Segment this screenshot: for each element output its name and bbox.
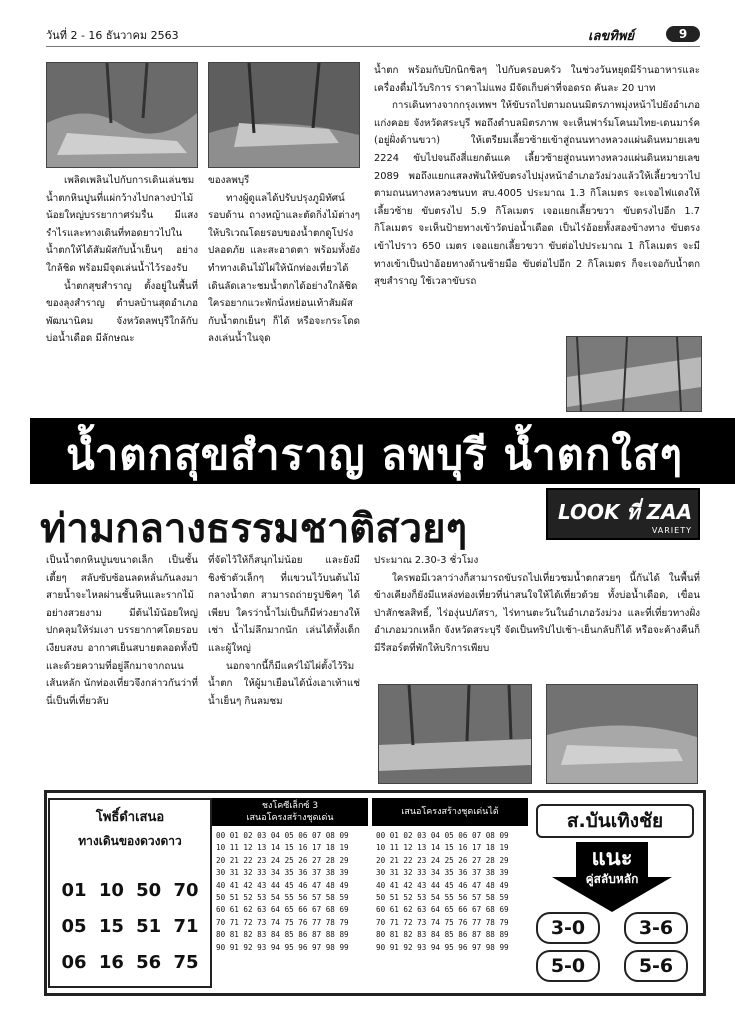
grid-body bbox=[212, 826, 368, 958]
paragraph: นอกจากนี้ก็มีแคร่ไม้ไผ่ตั้งไว้ริมน้ำตก ให้ผู้มาเยือนได้นั่งเอาเท้าแช่น้ำเย็นๆ กินลมชม bbox=[208, 660, 360, 707]
column-logo bbox=[546, 488, 700, 540]
paragraph: ใครพอมีเวลาว่างก็สามารถขับรถไปเที่ยวชมน้ำตกสวยๆ นี้กันได้ ในพื้นที่ข้างเคียงก็ยังมีแหล่งท่องเที่ยวที่น่าสนใจให้ได้เที่ยวด้วย ทั้งบ่อน้ำเดือด, เขื่อนป่าสักชลสิทธิ์, ไร่องุ่นปภัสรา, ไร่ทานตะวันในอำเภอวังม่วง และที่เที่ยวทางฝั่งอำเภอมวกเหล็ก จังหวัดสระบุรี จัดเป็นทริปไปเช้า-เย็นกลับก็ได้ หรือจะค้างคืนก็มีรีสอร์ตที่พักให้บริการเพียบ bbox=[374, 572, 700, 654]
grid-row: 30 31 32 33 34 35 36 37 38 39 bbox=[216, 868, 349, 878]
headline-banner-2 bbox=[30, 492, 560, 550]
number-pair: 5-0 bbox=[536, 950, 600, 982]
box-a-title: โพธิ์ดำเสนอ bbox=[95, 810, 165, 825]
lottery-box-pho-dam bbox=[48, 798, 212, 988]
paragraph: ที่จัดไว้ให้ก็สนุกไม่น้อย และยังมีชิงช้าตัวเล็กๆ ที่แขวนไว้บนต้นไม้กลางน้ำตก สามารถถ่ายรูปชิคๆ ได้เพียบ ใครว่าน้ำไม่เป็นก็มีห่วงยางให้เช่า น้ำไม่ลึกมากนัก เล่นได้ทั้งเด็กและผู้ใหญ่ bbox=[208, 555, 360, 654]
headline-line-2: ท่ามกลางธรรมชาติสวยๆ bbox=[40, 506, 468, 552]
grid-row: 60 61 62 63 64 65 66 67 68 69 bbox=[376, 905, 509, 915]
paragraph: น้ำตกสุขสำราญ ตั้งอยู่ในพื้นที่ของลุงสำราญ ตำบลบ้านสุดอำเภอพัฒนานิคม จังหวัดลพบุรีใกล้กับบ่อน้ำเดือด มีลักษณะ bbox=[46, 280, 198, 345]
paragraph: น้ำตก พร้อมกับปิกนิกชิลๆ ไปกับครอบครัว ในช่วงวันหยุดมีร้านอาหารและเครื่องดื่มไว้บริการ ราคาไม่แพง มีจัดเก็บค่าที่จอดรถ คันละ 20 บาท bbox=[374, 65, 700, 94]
grid-row: 40 41 42 43 44 45 46 47 48 49 bbox=[376, 880, 509, 890]
number-pair: 5-6 bbox=[624, 950, 688, 982]
grid-row: 20 21 22 23 24 25 26 27 28 29 bbox=[376, 855, 509, 865]
number-pair: 3-0 bbox=[536, 912, 600, 944]
number-row: 05 15 51 71 bbox=[61, 916, 199, 937]
logo-subtext: VARIETY bbox=[651, 526, 692, 535]
logo-text: LOOK ที่ ZAA bbox=[558, 500, 693, 524]
publication-name: เลขทิพย์ bbox=[588, 29, 635, 44]
bamboo-walkway-photo bbox=[566, 336, 702, 412]
arrow-sublabel: คู่สลับหลัก bbox=[585, 872, 639, 886]
article-column-5 bbox=[208, 552, 360, 710]
grid-row: 80 81 82 83 84 85 86 87 88 89 bbox=[216, 930, 349, 940]
grid-header: เสนอโครงสร้างชุดเด่นได้ bbox=[372, 798, 528, 826]
number-pair: 3-6 bbox=[624, 912, 688, 944]
grid-row: 70 71 72 73 74 75 76 77 78 79 bbox=[216, 917, 349, 927]
article-column-4 bbox=[46, 552, 198, 710]
number-row: 06 16 56 75 bbox=[61, 952, 199, 973]
article-column-3 bbox=[374, 62, 700, 291]
grid-subtitle: เสนอโครงสร้างชุดเด่น bbox=[246, 813, 334, 823]
grid-row: 50 51 52 53 54 55 56 57 58 59 bbox=[376, 893, 509, 903]
grid-row: 20 21 22 23 24 25 26 27 28 29 bbox=[216, 855, 349, 865]
grid-row: 50 51 52 53 54 55 56 57 58 59 bbox=[216, 893, 349, 903]
article-column-1 bbox=[46, 172, 198, 348]
box-a-subtitle: ทางเดินของดวงดาว bbox=[78, 834, 182, 848]
grid-row: 80 81 82 83 84 85 86 87 88 89 bbox=[376, 930, 509, 940]
article-column-6 bbox=[374, 552, 700, 658]
grid-row: 00 01 02 03 04 05 06 07 08 09 bbox=[376, 831, 509, 840]
grid-title: ชงโคซีเล็กซ์ 3 bbox=[261, 801, 319, 811]
paragraph: ทางผู้ดูแลได้ปรับปรุงภูมิทัศน์รอบด้าน ถางหญ้าและตัดกิ่งไม้ต่างๆ ให้บริเวณโดยรอบของน้ำตกดูโปร่ง ปลอดภัย และสะอาดตา พร้อมทั้งยังทำทางเดินไม้ไผ่ให้นักท่องเที่ยวได้เดินลัดเลาะชมน้ำตกได้อย่างใกล้ชิด ใครอยากแวะพักนั่งหย่อนเท้าสัมผัสกับน้ำตกเย็นๆ ก็ได้ หรือจะกระโดดลงเล่นน้ำในจุด bbox=[208, 192, 360, 345]
waterfall-photo-1 bbox=[46, 62, 198, 168]
paragraph: เป็นน้ำตกหินปูนขนาดเล็ก เป็นชั้นเตี้ยๆ สลับซับซ้อนลดหลั่นกันลงมา สายน้ำจะไหลผ่านชั้นหินและรากไม้อย่างสวยงาม มีต้นไม้น้อยใหญ่ปกคลุมให้ร่มเงา บรรยากาศโดยรอบเงียบสงบ อากาศเย็นสบายตลอดทั้งปี และด้วยความที่อยู่ลึกมาจากถนนเส้นหลัก นักท่องเที่ยวจึงกล่าวกันว่าที่นี่เป็นที่เที่ยวลับ bbox=[46, 555, 198, 707]
grid-row: 10 11 12 13 14 15 16 17 18 19 bbox=[216, 843, 349, 853]
waterfall-photo-2 bbox=[208, 62, 360, 168]
grid-row: 90 91 92 93 94 95 96 97 98 99 bbox=[376, 942, 509, 952]
headline-line-1: น้ำตกสุขสำราญ ลพบุรี น้ำตกใสๆ bbox=[66, 430, 684, 479]
number-grid-structure bbox=[372, 798, 528, 984]
headline-banner bbox=[30, 418, 735, 484]
paragraph: ของลพบุรี bbox=[208, 175, 250, 186]
grid-row: 00 01 02 03 04 05 06 07 08 09 bbox=[216, 831, 349, 840]
grid-row: 90 91 92 93 94 95 96 97 98 99 bbox=[216, 942, 349, 952]
arrow-label: แนะ bbox=[591, 846, 633, 871]
issue-date: วันที่ 2 - 16 ธันวาคม 2563 bbox=[46, 29, 179, 42]
article-column-2 bbox=[208, 172, 360, 348]
number-grid-chongko bbox=[212, 798, 368, 984]
lottery-box-santhoengchai bbox=[532, 800, 696, 986]
box-d-title: ส.บันเทิงชัย bbox=[536, 804, 694, 838]
grid-row: 60 61 62 63 64 65 66 67 68 69 bbox=[216, 905, 349, 915]
grid-row: 10 11 12 13 14 15 16 17 18 19 bbox=[376, 843, 509, 853]
page-number: 9 bbox=[666, 26, 700, 42]
header-rule bbox=[46, 46, 700, 47]
number-row: 01 10 50 70 bbox=[61, 880, 199, 901]
paragraph: ประมาณ 2.30-3 ชั่วโมง bbox=[374, 555, 479, 566]
grid-body bbox=[372, 826, 528, 958]
grid-row: 70 71 72 73 74 75 76 77 78 79 bbox=[376, 917, 509, 927]
grid-row: 30 31 32 33 34 35 36 37 38 39 bbox=[376, 868, 509, 878]
stream-photo bbox=[546, 684, 698, 784]
paragraph: การเดินทางจากกรุงเทพฯ ให้ขับรถไปตามถนนมิตรภาพมุ่งหน้าไปยังอำเภอแก่งคอย จังหวัดสระบุรี พอถึงตำบลมิตรภาพ จะเห็นฟาร์มโคนมไทย-เดนมาร์ค (อยู่ฝั่งด้านขวา) ให้เตรียมเลี้ยวซ้ายเข้าสู่ถนนทางหลวงแผ่นดินหมายเลข 2224 ขับไปจนถึงสี่แยกต้นแค เลี้ยวซ้ายสู่ถนนทางหลวงแผ่นดินหมายเลข 2089 พอถึงแยกแสลงพันให้ขับตรงไปมุ่งหน้าอำเภอวังม่วงแล้วให้เลี้ยวขวาไปตามถนนทางหลวงชนบท สบ.4005 ประมาณ 1.3 กิโลเมตร จะเจอไฟแดงให้เลี้ยวซ้าย ขับตรงไป 5.9 กิโลเมตร เจอแยกเลี้ยวขวา ขับตรงไปอีก 1.7 กิโลเมตร จะเห็นป้ายทางเข้าวัดบ่อน้ำเดือด เป็นไร่อ้อยทั้งสองข้างทาง ขับตรงเข้าไปราว 650 เมตร เจอแยกเลี้ยวขวา ขับต่อไปประมาณ 1 กิโลเมตร จะมีทางเข้าเป็นป่าอ้อยทางด้านซ้ายมือ ขับต่อไปอีก 2 กิโลเมตร ก็จะเจอกับน้ำตกสุขสำราญ ใช้เวลาขับรถ bbox=[374, 100, 700, 288]
bamboo-raft-photo bbox=[378, 684, 532, 784]
grid-row: 40 41 42 43 44 45 46 47 48 49 bbox=[216, 880, 349, 890]
grid-header bbox=[212, 798, 368, 826]
paragraph: เพลิดเพลินไปกับการเดินเล่นชมน้ำตกหินปูนที่แผ่กว้างไปกลางป่าไม้น้อยใหญ่บรรยากาศร่มรื่น มีแสงรำไรและทางเดินที่ทอดยาวไปในน้ำตกให้ได้สัมผัสกับน้ำเย็นๆ อย่างใกล้ชิด พร้อมมีจุดเล่นน้ำไว้รองรับ bbox=[46, 175, 198, 274]
